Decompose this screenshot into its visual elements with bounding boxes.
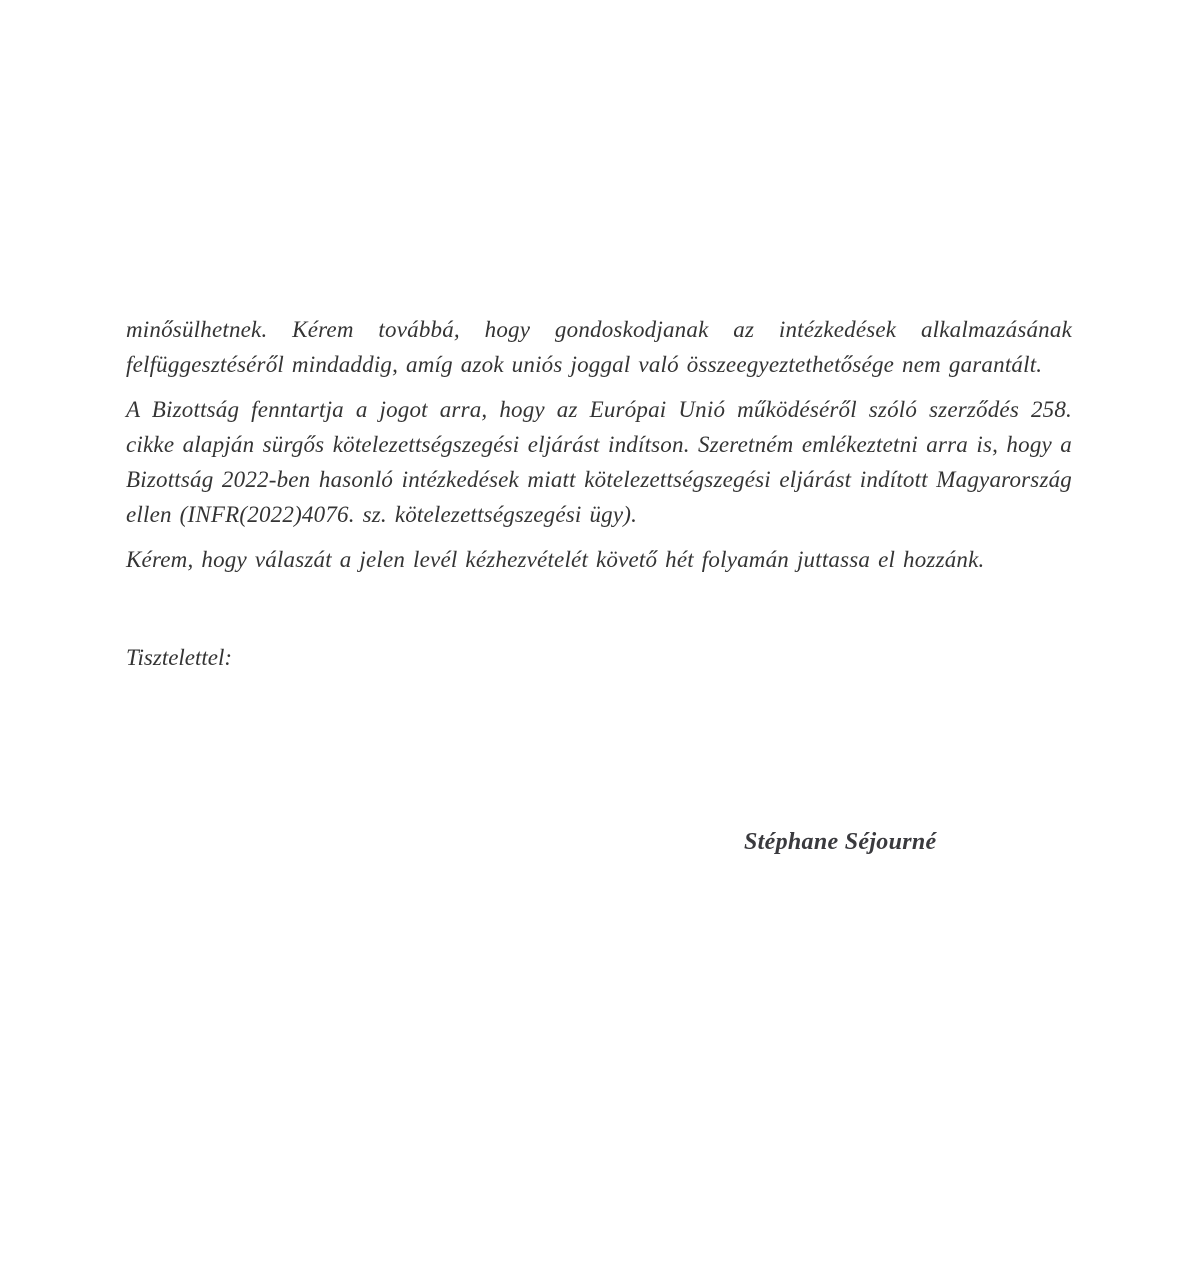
paragraph-reply-deadline: Kérem, hogy válaszát a jelen levél kézhezvételét követő hét folyamán juttassa el hozzánk. [126, 547, 985, 572]
letter-body [126, 312, 1072, 860]
signature-name: Stéphane Séjourné [744, 829, 937, 855]
paragraph-infringement-warning: A Bizottság fenntartja a jogot arra, hogy az Európai Unió működéséről szóló szerződés 258. cikke alapján sürgős kötelezettségszegési eljárást indítson. Szeretném emlékeztetni arra is, hogy a Bizottság 2022-ben hasonló intézkedések miatt kötelezettségszegési eljárást indított Magyarország ellen (INFR(2022)4076. sz. kötelezettségszegési ügy). [126, 397, 1072, 527]
closing-salutation: Tisztelettel: [126, 645, 233, 670]
paragraph-suspension-request: minősülhetnek. Kérem továbbá, hogy gondoskodjanak az intézkedések alkalmazásának felfüggesztéséről mindaddig, amíg azok uniós joggal való összeegyeztethetősége nem garantált. [126, 317, 1072, 377]
